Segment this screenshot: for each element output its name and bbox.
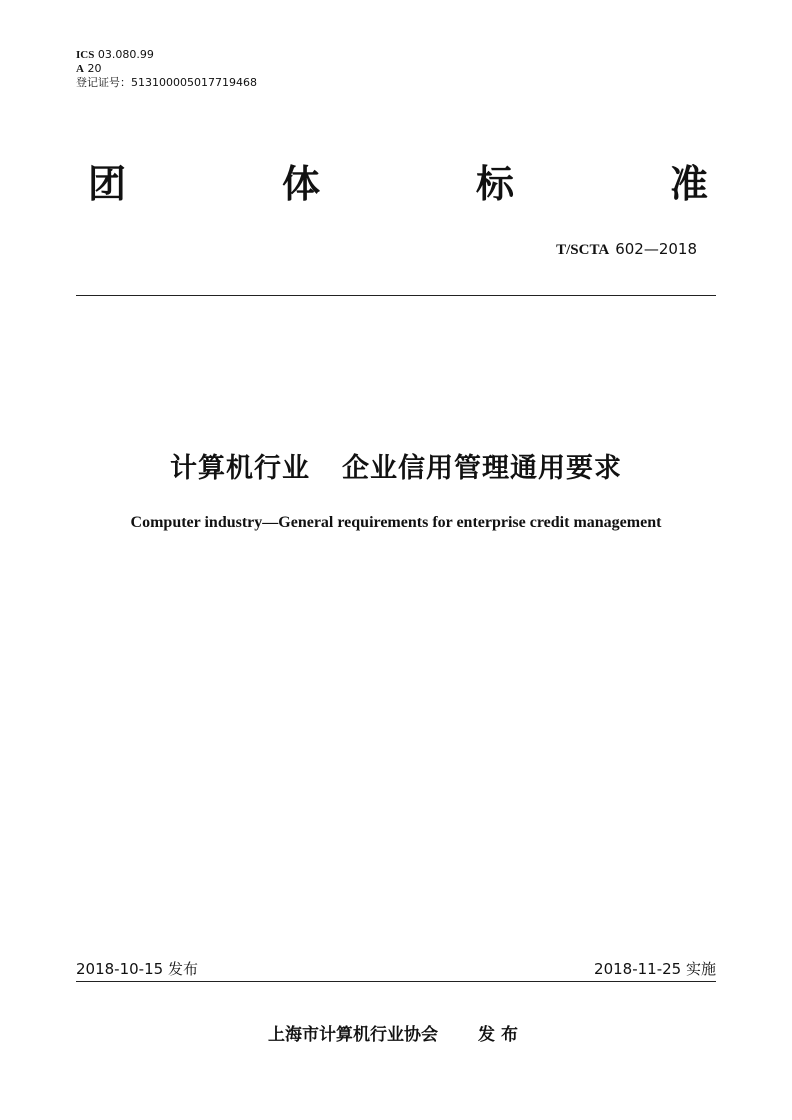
ics-line — [76, 48, 257, 62]
standard-code: T/SCTA — [556, 242, 610, 258]
heading-char: 体 — [281, 162, 320, 206]
implement-date: 2018-11-25 实施 — [594, 960, 716, 978]
english-title: Computer industry—General requirements for enterprise credit management — [130, 514, 662, 531]
ics-label: ICS — [76, 49, 95, 61]
issuer-name: 上海市计算机行业协会 — [268, 1025, 438, 1045]
ccs-label: A — [76, 63, 84, 75]
publish-date: 2018-10-15 发布 — [76, 960, 198, 978]
document-metadata — [76, 48, 257, 90]
chinese-title — [0, 446, 792, 485]
ccs-code: 20 — [87, 62, 102, 75]
chinese-title-part1: 计算机行业 — [170, 453, 310, 484]
standard-type-heading — [88, 160, 708, 208]
standard-number — [556, 240, 697, 259]
heading-char: 标 — [475, 162, 514, 206]
issuing-organization — [0, 1020, 792, 1045]
chinese-title-part2: 企业信用管理通用要求 — [342, 453, 622, 484]
top-divider — [76, 295, 716, 296]
heading-char: 准 — [669, 162, 708, 206]
standard-year-number: 602—2018 — [615, 240, 697, 258]
ccs-line — [76, 62, 257, 76]
heading-char: 团 — [88, 162, 127, 206]
ics-code: 03.080.99 — [97, 48, 154, 61]
bottom-divider — [76, 981, 716, 982]
issuer-action: 发布 — [478, 1025, 524, 1045]
registration-number: 登记证号：513100005017719468 — [76, 76, 257, 89]
